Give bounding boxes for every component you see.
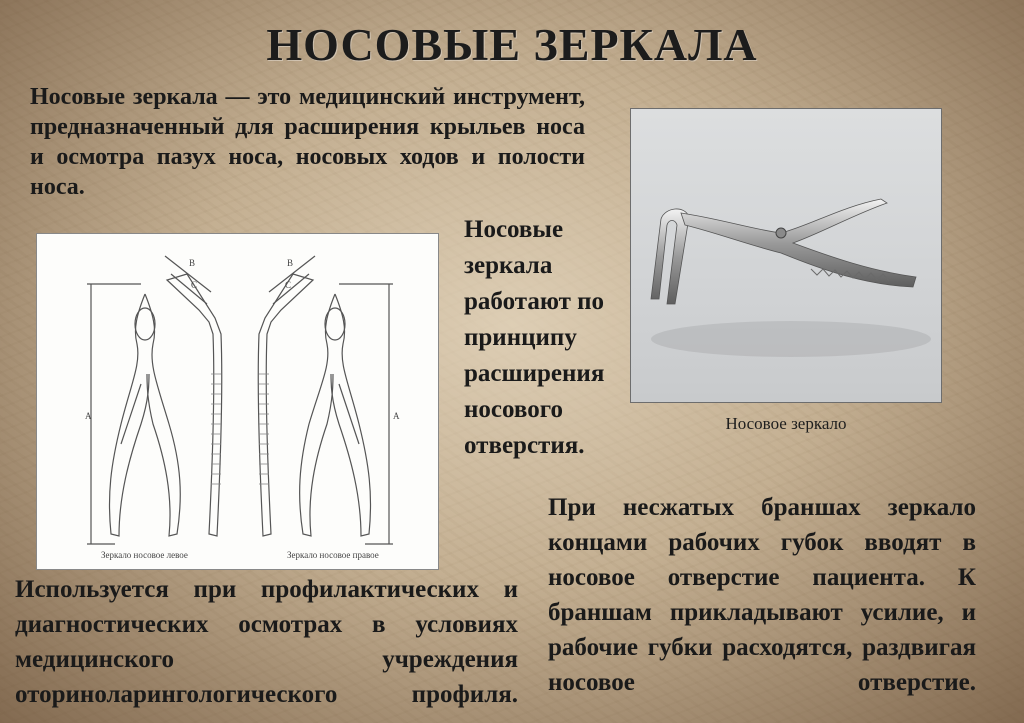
drawing-right-side (258, 256, 315, 536)
technical-drawing (36, 233, 439, 570)
principle-paragraph: Носовые зеркала работают по принципу расширения носового отверстия. (464, 216, 605, 459)
dim-c-right: C (285, 280, 292, 290)
label-right-speculum: Зеркало носовое правое (287, 550, 379, 560)
speculum-photo (630, 108, 942, 403)
photo-caption: Носовое зеркало (725, 414, 847, 433)
speculum-drawing-svg (37, 234, 440, 571)
label-left-speculum: Зеркало носовое левое (101, 550, 188, 560)
drawing-left-front (87, 284, 180, 544)
dim-a-right: A (393, 411, 400, 421)
dim-b-left: B (189, 258, 196, 268)
dim-a-left: A (85, 411, 92, 421)
drawing-right-front (300, 284, 393, 544)
usage-paragraph: Используется при профилактических и диагностических осмотрах в условиях медицинского учреждения оториноларингологического профиля. (15, 576, 518, 708)
drawing-left-side (165, 256, 222, 536)
dim-c-left: C (191, 280, 198, 290)
procedure-paragraph: При несжатых браншах зеркало концами рабочих губок вводят в носовое отверстие пациента. К браншам прикладывают усилие, и рабочие губки расходятся, раздвигая носовое отверстие. (548, 494, 976, 696)
page-title: НОСОВЫЕ ЗЕРКАЛА (266, 19, 758, 70)
intro-paragraph: Носовые зеркала — это медицинский инструмент, предназначенный для расширения крыльев носа и осмотра пазух носа, носовых ходов и полости носа. (30, 84, 585, 200)
speculum-photo-svg (631, 109, 943, 404)
dim-b-right: B (287, 258, 294, 268)
